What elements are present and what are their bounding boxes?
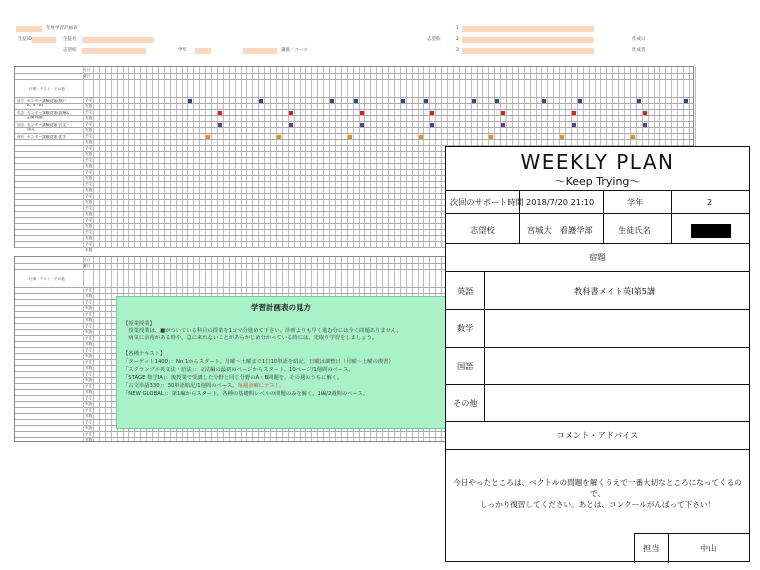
row-kind-label: 実施: [85, 211, 93, 216]
student-name-label: 生徒氏名: [618, 225, 651, 235]
guide-line-3: 病気に余裕がある時や、急に来れないことがあらかじめ分かっている時には、先取り学習をしましょう。: [123, 335, 378, 341]
row-kind-label: 予定: [85, 383, 93, 388]
grid-row-line: [15, 73, 693, 74]
row-kind-label: 実施: [85, 187, 93, 192]
guide-line-7: 「スクランブル英文法・語法」：文法編の最初のページからスタート。10ページ/1週間のペース。: [123, 367, 354, 373]
goal-label: 志望校: [427, 37, 441, 42]
row-kind-label: 予定: [85, 407, 93, 412]
grid-row-line: [15, 431, 445, 432]
row-kind-label: 予定: [85, 193, 93, 198]
subject-code-science: 理科: [17, 135, 24, 139]
row-kind-label: 予定: [85, 181, 93, 186]
row-kind-label: 予定: [85, 109, 93, 114]
school-field[interactable]: [82, 48, 146, 54]
row-kind-label: 実施: [85, 305, 93, 310]
grid-row-line: [15, 437, 445, 438]
schedule-mark: [472, 99, 476, 103]
schedule-mark: [419, 135, 423, 139]
schedule-mark: [218, 123, 222, 127]
row-kind-label: 実施: [85, 317, 93, 322]
schedule-mark: [424, 99, 428, 103]
weekly-plan-card: [445, 146, 750, 562]
guide-line-8: 「STAGE 数学ⅠA」：後授業で受講した分野と同じ分野のA・B問題を、その週のうちに解く。: [123, 375, 343, 381]
row-kind-label: 予定: [85, 145, 93, 150]
row-kind-label: 実施: [85, 329, 93, 334]
goal-field-2[interactable]: [462, 37, 594, 43]
schedule-mark: [572, 111, 576, 115]
schedule-mark: [354, 99, 358, 103]
row-kind-label: 実施: [85, 341, 93, 346]
row-kind-label: 予定: [85, 395, 93, 400]
guide-line-2: 授業授業は、■がついている科目の授業を1コマ分進めて下さい。計画よりも早く進む分には全く問題ありません。: [123, 328, 402, 334]
homework-math-label: 数学: [457, 323, 474, 333]
divider: [446, 347, 749, 348]
grid-row-line: [15, 121, 693, 122]
comment-body: [452, 477, 743, 510]
row-kind-label: 実施: [85, 353, 93, 358]
row-kind-label: 予定: [85, 157, 93, 162]
student-id-label: 生徒ID: [18, 37, 32, 42]
row-kind-label: 予定: [85, 121, 93, 126]
row-kind-label: 実施: [85, 425, 93, 430]
row-kind-label: 実施: [85, 413, 93, 418]
event-label: 行事・テスト・その他: [29, 87, 65, 91]
row-kind-label: 実施: [85, 235, 93, 240]
comment-line-2: しっかり復習してください。あとは、コンクールがんばって下さい！: [479, 500, 716, 509]
row-kind-label: 予定: [85, 431, 93, 436]
schedule-mark: [289, 111, 293, 115]
schedule-mark: [560, 135, 564, 139]
row-kind-label: 実施: [85, 127, 93, 132]
subject-math: センター試験対策(数Ⅰ・A、Ⅱ・B): [27, 99, 68, 108]
schedule-mark: [360, 123, 364, 127]
course-label: 講座／コース: [281, 48, 308, 53]
grade-field[interactable]: [195, 48, 211, 54]
schedule-mark: [643, 111, 647, 115]
row-kind-label: 実施: [85, 199, 93, 204]
row-kind-label: 予定: [85, 335, 93, 340]
guide-title: 学習計画表の見方: [251, 303, 311, 312]
homework-english-task[interactable]: 教科書メイト英Ⅰ第5講: [574, 286, 656, 296]
tutor-name: 中山: [700, 543, 717, 553]
guide-line-6: 「ターゲット1400」：No.1からスタート。月曜～土曜まで1日10単語を暗記、日曜は調整日（月曜～土曜の復習）: [123, 359, 394, 365]
schedule-mark: [348, 135, 352, 139]
guide-red-note: 毎週金曜にテスト。: [237, 383, 285, 389]
schedule-mark: [188, 99, 192, 103]
schedule-mark: [430, 111, 434, 115]
schedule-mark: [501, 123, 505, 127]
month-label: 月日: [83, 68, 91, 72]
schedule-mark: [430, 123, 434, 127]
subject-science: センター試験対策 化学: [27, 135, 67, 139]
divider: [671, 190, 672, 243]
homework-header: 宿題: [589, 252, 606, 262]
row-kind-label: 実施: [85, 223, 93, 228]
row-kind-label: 予定: [85, 133, 93, 138]
divider: [484, 271, 485, 421]
row-kind-label: 実施: [85, 401, 93, 406]
grid-row-line: [15, 133, 693, 134]
schedule-mark: [218, 111, 222, 115]
schedule-mark: [572, 123, 576, 127]
row-kind-label: 予定: [85, 371, 93, 376]
row-kind-label: 実施: [85, 103, 93, 108]
created-date-label: 作成日: [632, 37, 646, 42]
schedule-mark: [542, 99, 546, 103]
schedule-mark: [631, 135, 635, 139]
comment-line-1: 今日やったところは、ベクトルの問題を解くうえで一番大切なところになってくるので、: [453, 478, 742, 498]
grid-column-line: [83, 67, 84, 247]
homework-japanese-label: 国語: [457, 361, 474, 371]
subject-code-english: 英語: [17, 111, 24, 115]
row-kind-label: 実施: [85, 389, 93, 394]
row-kind-label: 実施: [85, 115, 93, 120]
row-kind-label: 予定: [85, 97, 93, 102]
subject-code-japanese: 国語: [17, 123, 24, 127]
row-kind-label: 予定: [85, 359, 93, 364]
tutor-label: 担当: [643, 543, 660, 553]
grid-row-line: [15, 115, 693, 116]
row-kind-label: 実施: [85, 293, 93, 298]
row-kind-label: 予定: [85, 169, 93, 174]
rank-2: 2: [456, 37, 459, 42]
schedule-mark: [643, 123, 647, 127]
row-kind-label: 実施: [85, 365, 93, 370]
grid-row-line: [15, 79, 693, 80]
divider: [668, 533, 669, 563]
subject-code-math: 数学: [17, 99, 24, 103]
schedule-mark: [501, 111, 505, 115]
month-label-lower: 月日: [83, 258, 91, 262]
row-kind-label: 実施: [85, 151, 93, 156]
row-kind-label: 実施: [85, 163, 93, 168]
guide-line-10: 「NEW GLOBAL」：第1編からスタート。各種の基礎問レベルの問題のみを解く。1編/2週間のペース。: [123, 391, 369, 397]
guide-line-1: 【授業授業】: [123, 321, 155, 327]
sheet-title: 年度学習計画表: [46, 26, 78, 31]
plan-title: WEEKLY PLAN: [520, 150, 675, 174]
school-value: 宮城大 看護学部: [527, 225, 593, 235]
divider: [446, 421, 749, 422]
row-kind-label: 予定: [85, 217, 93, 222]
guide-line-9-text: 「古文単語330」：30単語暗記/1週間のペース。: [123, 383, 238, 389]
rank-1: 1: [456, 26, 459, 31]
next-support-value: 2018/7/20 21:10: [526, 197, 595, 207]
guide-line-5: 【各種テキスト】: [123, 351, 166, 357]
divider: [634, 533, 635, 563]
schedule-mark: [684, 99, 688, 103]
guide-box: [116, 296, 446, 429]
schedule-mark: [578, 99, 582, 103]
subject-english: センター試験対策(読解&語彙問題): [27, 111, 70, 120]
grid-row-line: [15, 287, 445, 288]
divider: [446, 271, 749, 272]
schedule-mark: [259, 99, 263, 103]
weekday-label: 曜日: [83, 74, 91, 78]
row-kind-label: 実施: [85, 247, 93, 252]
row-kind-label: 予定: [85, 229, 93, 234]
row-kind-label: 実施: [85, 437, 93, 442]
divider: [446, 243, 749, 244]
row-kind-label: 予定: [85, 347, 93, 352]
redacted-student-name: [691, 224, 731, 238]
schedule-mark: [489, 135, 493, 139]
grid-row-line: [15, 103, 693, 104]
row-kind-label: 予定: [85, 419, 93, 424]
divider: [603, 190, 604, 243]
grid-column-line: [83, 257, 84, 441]
plan-subtitle: ～Keep Trying～: [554, 175, 641, 188]
schedule-mark: [360, 111, 364, 115]
row-kind-label: 予定: [85, 205, 93, 210]
grid-row-line: [15, 269, 445, 270]
schedule-mark: [495, 99, 499, 103]
course-field[interactable]: [243, 48, 277, 54]
comment-header: コメント・アドバイス: [556, 430, 639, 440]
subject-japanese: センター試験対策 古文・漢文: [27, 123, 70, 132]
weekday-label-lower: 曜日: [83, 264, 91, 268]
guide-line-9: [123, 383, 285, 390]
schedule-mark: [637, 99, 641, 103]
divider: [634, 533, 749, 534]
school-label: 志望校: [63, 48, 77, 53]
homework-english-label: 英語: [457, 286, 474, 296]
goal-field-1[interactable]: [462, 26, 594, 32]
homework-other-label: その他: [453, 398, 478, 408]
schedule-mark: [289, 123, 293, 127]
goal-field-3[interactable]: [462, 48, 594, 54]
divider: [446, 384, 749, 385]
grid-row-line: [15, 139, 693, 140]
divider: [446, 213, 749, 214]
header-cell: [16, 26, 42, 32]
grade-value: 2: [707, 197, 713, 207]
row-kind-label: 実施: [85, 139, 93, 144]
student-id-field[interactable]: [32, 37, 56, 43]
school-label: 志望校: [470, 225, 495, 235]
row-kind-label: 予定: [85, 299, 93, 304]
grade-label: 学年: [627, 197, 644, 207]
student-name-label: 生徒名: [63, 37, 77, 42]
divider: [446, 309, 749, 310]
student-name-field[interactable]: [82, 37, 154, 43]
grid-row-line: [15, 263, 445, 264]
row-kind-label: 予定: [85, 311, 93, 316]
row-kind-label: 実施: [85, 377, 93, 382]
schedule-mark: [401, 99, 405, 103]
grid-row-line: [15, 127, 693, 128]
divider: [446, 449, 749, 450]
schedule-mark: [330, 99, 334, 103]
event-label-lower: 行事・テスト・その他: [29, 277, 65, 281]
row-kind-label: 実施: [85, 175, 93, 180]
divider: [446, 190, 749, 191]
schedule-mark: [206, 135, 210, 139]
creator-label: 作成者: [632, 48, 646, 53]
next-support-label: 次回のサポート時間: [450, 197, 524, 207]
schedule-mark: [277, 135, 281, 139]
row-kind-label: 予定: [85, 323, 93, 328]
grade-label: 学年: [178, 48, 187, 53]
grid-row-line: [15, 109, 693, 110]
grid-row-line: [15, 293, 445, 294]
row-kind-label: 予定: [85, 287, 93, 292]
rank-3: 3: [456, 48, 459, 53]
row-kind-label: 予定: [85, 241, 93, 246]
